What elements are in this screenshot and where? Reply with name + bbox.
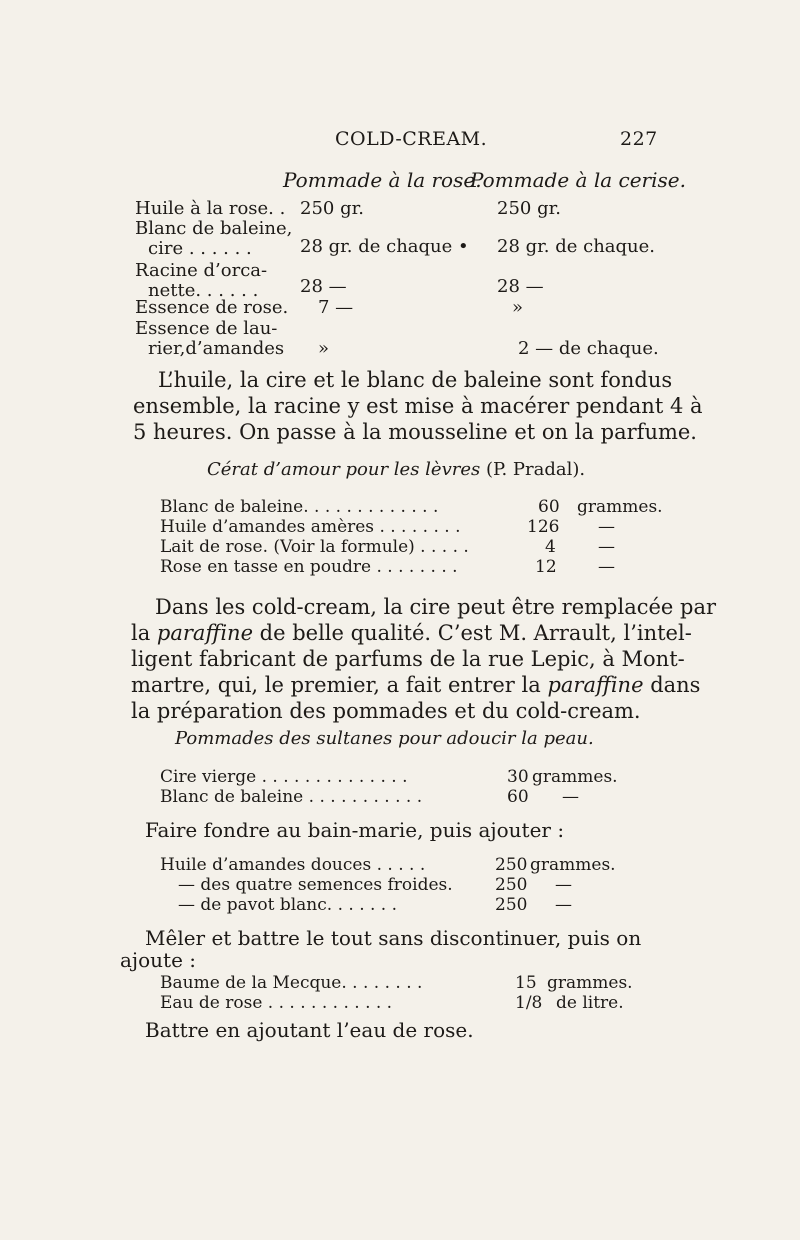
quantity: 12 [535,557,557,577]
quantity-rose: 7 — [318,297,354,318]
text-run: la [131,621,157,645]
quantity-cerise: 28 — [497,276,544,297]
ingredient-label-cont: nette. . . . . . [148,280,259,301]
page-number: 227 [620,128,658,150]
unit: grammes. [530,855,616,875]
final-instruction: Battre en ajoutant l’eau de rose. [145,1018,474,1042]
ingredient-label: Lait de rose. (Voir la formule) . . . . . [160,537,469,557]
text-run: ligent fabricant de parfums de la rue Lepic, à Mont- [131,647,685,671]
text-run: Dans les cold-cream, la cire peut être remplacée par [155,595,717,619]
quantity-rose: 28 — [300,276,347,297]
text-run-italic: paraffine [156,621,253,645]
instruction-fondre: Faire fondre au bain-marie, puis ajouter : [145,818,565,842]
quantity-cerise: » [512,297,524,318]
ingredient-label: — des quatre semences froides. [178,875,453,895]
running-title: COLD-CREAM. [335,128,488,150]
ingredient-label: Eau de rose . . . . . . . . . . . . [160,993,393,1013]
unit: — [598,517,615,537]
ingredient-label: Rose en tasse en poudre . . . . . . . . [160,557,458,577]
ingredient-label: Blanc de baleine, [135,218,293,239]
ingredient-label: Huile d’amandes douces . . . . . [160,855,426,875]
quantity: 1/8 [515,993,543,1013]
quantity-rose: » [318,338,330,359]
ingredient-label: Blanc de baleine. . . . . . . . . . . . . [160,497,439,517]
ingredient-label: Essence de lau- [135,318,278,339]
unit: — [562,787,579,807]
paragraph-line [131,620,692,646]
ingredient-label: Huile d’amandes amères . . . . . . . . [160,517,461,537]
quantity: 4 [545,537,556,557]
text-run-italic: paraffine [547,673,644,697]
paragraph-line [155,594,716,620]
ingredient-label-cont: cire . . . . . . [148,238,252,259]
ingredient-label: Essence de rose. [135,297,289,318]
quantity: 30 [507,767,529,787]
unit: — [598,537,615,557]
section-title-italic: Cérat d’amour pour les lèvres [207,459,481,480]
quantity: 60 [507,787,529,807]
text-run: dans [643,673,701,697]
ingredient-label: Baume de la Mecque. . . . . . . . [160,973,423,993]
quantity-cerise: 250 gr. [497,198,561,219]
quantity: 250 [495,895,528,915]
ingredient-label: Blanc de baleine . . . . . . . . . . . [160,787,423,807]
column-heading-rose: Pommade à la rose. [283,168,482,192]
unit: — [555,875,572,895]
paragraph-line: ensemble, la racine y est mise à macérer pendant 4 à [133,394,703,418]
quantity: 60 [538,497,560,517]
quantity: 250 [495,855,528,875]
instruction-meler-cont: ajoute : [120,948,197,972]
paragraph-line: L’huile, la cire et le blanc de baleine sont fondus [158,368,673,392]
text-run: la préparation des pommades et du cold-cream. [131,699,641,723]
unit: grammes. [577,497,663,517]
section-title-cerat [207,459,585,480]
instruction-meler: Mêler et battre le tout sans discontinuer, puis on [145,926,642,950]
ingredient-label: — de pavot blanc. . . . . . . [178,895,398,915]
quantity: 250 [495,875,528,895]
paragraph-line [131,672,700,698]
paragraph-line [131,698,641,724]
text-run: martre, qui, le premier, a fait entrer la [131,673,548,697]
unit: grammes. [547,973,633,993]
quantity: 126 [527,517,560,537]
unit: — [598,557,615,577]
ingredient-label-cont: rier,d’amandes [148,338,285,359]
unit: grammes. [532,767,618,787]
column-heading-cerise: Pommade à la cerise. [470,168,686,192]
quantity-cerise: 2 — de chaque. [518,338,659,359]
ingredient-label: Huile à la rose. . [135,198,286,219]
ingredient-label: Racine d’orca- [135,260,268,281]
unit: — [555,895,572,915]
paragraph-line: 5 heures. On passe à la mousseline et on la parfume. [133,420,697,444]
quantity: 15 [515,973,537,993]
section-title-sultanes: Pommades des sultanes pour adoucir la peau. [175,728,594,749]
ingredient-label: Cire vierge . . . . . . . . . . . . . . [160,767,408,787]
unit: de litre. [556,993,624,1013]
quantity-rose: 250 gr. [300,198,364,219]
quantity-cerise: 28 gr. de chaque. [497,236,656,257]
quantity-rose: 28 gr. de chaque • [300,236,469,257]
section-title-author: (P. Pradal). [485,459,586,480]
paragraph-line [131,646,685,672]
text-run: de belle qualité. C’est M. Arrault, l’intel- [253,621,692,645]
